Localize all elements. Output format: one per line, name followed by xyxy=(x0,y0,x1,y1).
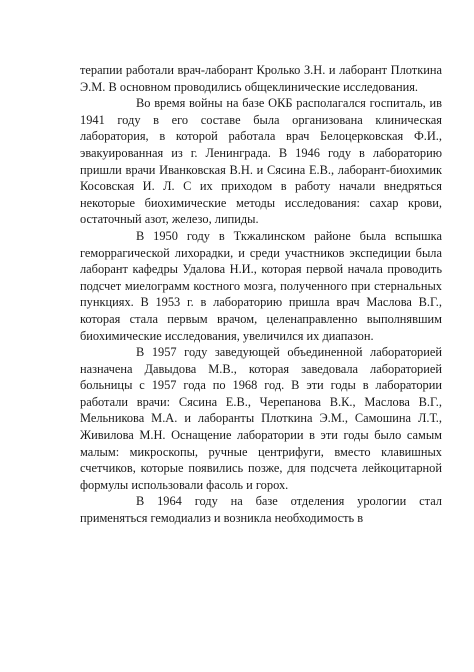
paragraph-4: В 1957 году заведующей объединенной лабораторией назначена Давыдова М.В., которая заведовала лабораторией больницы с 1957 года по 1968 год. В эти годы в лаборатории работали врачи: Сясина Е.В., Черепанова В.К., Маслова В.Г., Мельникова М.А. и лаборанты Плоткина Э.М., Самошина Л.Т., Живилова М.Н. Оснащение лаборатории в эти годы было самым малым: микроскопы, ручные центрифуги, вместо клавишных счетчиков, которые появились позже, для подсчета лейкоцитарной формулы использовали фасоль и горох. xyxy=(80,345,442,492)
paragraph-1: терапии работали врач-лаборант Кролько З.Н. и лаборант Плоткина Э.М. В основном проводились общеклинические исследования. xyxy=(80,63,442,94)
paragraph-2: Во время войны на базе ОКБ располагался госпиталь, ив 1941 году в его составе была организована клиническая лаборатория, в которой работала врач Белоцерковская Ф.И., эвакуированная из г. Ленинграда. В 1946 году в лабораторию пришли врачи Иванковская В.Н. и Сясина Е.В., лаборант-биохимик Косовская И. Л. С их приходом в работу начали внедряться некоторые биохимические методы исследования: сахар крови, остаточный азот, железо, липиды. xyxy=(80,96,442,227)
paragraph-3: В 1950 году в Ткжалинском районе была вспышка геморрагической лихорадки, и среди участников экспедиции была лаборант кафедры Удалова Н.И., которая первой начала проводить подсчет миелограмм костного мозга, полученного при стернальных пункциях. В 1953 г. в лабораторию пришла врач Маслова В.Г., которая стала первым врачом, целенаправленно выполнявшим биохимические исследования, увеличился их диапазон. xyxy=(80,228,442,343)
paragraph-5: В 1964 году на базе отделения урологии стал применяться гемодиализ и возникла необходимость в xyxy=(80,494,442,526)
document-page xyxy=(80,62,442,527)
